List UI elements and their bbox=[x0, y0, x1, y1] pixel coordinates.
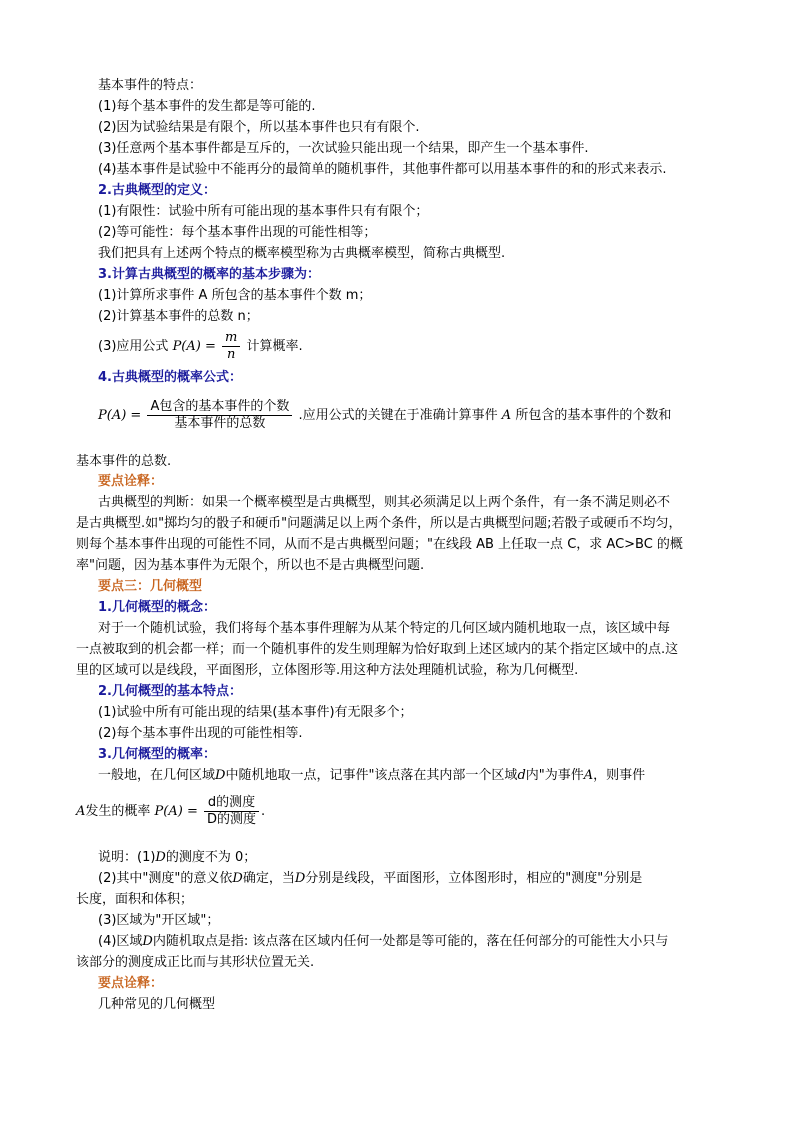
text-run: (4)区域 bbox=[98, 934, 143, 949]
fraction-numerator: m bbox=[222, 330, 240, 347]
text-line: (2)等可能性：每个基本事件出现的可能性相等； bbox=[98, 225, 377, 240]
section-heading: 3.计算古典概型的概率的基本步骤为： bbox=[98, 267, 320, 282]
variable: D bbox=[142, 934, 153, 949]
variable: A bbox=[76, 804, 86, 819]
paragraph-line: 对于一个随机试验，我们将每个基本事件理解为从某个特定的几何区域内随机地取一点，该区域中每 bbox=[98, 621, 671, 636]
text-run: 的测度不为 0； bbox=[165, 850, 257, 865]
section-heading: 1.几何概型的概念： bbox=[98, 600, 216, 615]
paragraph-line: 率"问题，因为基本事件为无限个，所以也不是古典概型问题. bbox=[76, 558, 425, 573]
section-heading: 3.几何概型的概率： bbox=[98, 747, 216, 762]
text-line: (3)区域为"开区域"； bbox=[98, 913, 220, 928]
text-run: 中随机地取一点，记事件"该点落在其内部一个区域 bbox=[225, 768, 518, 783]
text-line bbox=[98, 869, 642, 889]
fraction bbox=[222, 330, 240, 363]
text-run: ，则事件 bbox=[593, 768, 646, 783]
formula-text: 发生的概率 bbox=[85, 804, 151, 819]
variable: D bbox=[155, 850, 166, 865]
fraction bbox=[204, 795, 259, 828]
fraction-denominator: 基本事件的总数 bbox=[174, 416, 266, 431]
variable: d bbox=[517, 768, 526, 783]
formula-lhs: P(A) = bbox=[154, 804, 198, 819]
formula-lhs: P(A) = bbox=[172, 339, 216, 354]
formula-text: . bbox=[261, 804, 266, 819]
text-line: 长度，面积和体积； bbox=[76, 892, 194, 907]
text-line: (3)任意两个基本事件都是互斥的，一次试验只能出现一个结果，即产生一个基本事件. bbox=[98, 141, 589, 156]
text-line: (1)每个基本事件的发生都是等可能的. bbox=[98, 99, 316, 114]
fraction bbox=[147, 399, 292, 432]
text-run: 一般地，在几何区域 bbox=[98, 768, 216, 783]
text-line: (1)试验中所有可能出现的结果(基本事件)有无限多个； bbox=[98, 705, 413, 720]
variable: D bbox=[294, 871, 306, 886]
text-line: 基本事件的特点： bbox=[98, 78, 203, 93]
formula-text: (3)应用公式 bbox=[98, 339, 169, 354]
key-point-label: 要点诠释： bbox=[98, 474, 164, 489]
formula-lhs: P(A) = bbox=[98, 408, 142, 423]
paragraph-line: 古典概型的判断：如果一个概率模型是古典概型，则其必须满足以上两个条件，有一条不满足则必不 bbox=[98, 495, 671, 510]
text-line: 该部分的测度成正比而与其形状位置无关. bbox=[76, 955, 315, 970]
text-line: (2)因为试验结果是有限个，所以基本事件也只有有限个. bbox=[98, 120, 420, 135]
fraction-denominator: D的测度 bbox=[207, 812, 257, 827]
formula-text: 计算概率. bbox=[246, 339, 303, 354]
text-line: (1)计算所求事件 A 所包含的基本事件个数 m； bbox=[98, 288, 372, 303]
section-heading: 2.几何概型的基本特点： bbox=[98, 684, 242, 699]
text-run: (2)其中"测度"的意义依 bbox=[98, 871, 233, 886]
fraction-numerator: A包含的基本事件的个数 bbox=[147, 399, 292, 416]
formula-text: 所包含的基本事件的个数和 bbox=[515, 408, 672, 423]
formula-line bbox=[76, 792, 265, 832]
variable: D bbox=[232, 871, 243, 886]
text-run: 内随机取点是指: 该点落在区域内任何一处都是等可能的，落在任何部分的可能性大小只与 bbox=[152, 934, 669, 949]
section-heading: 4.古典概型的概率公式： bbox=[98, 370, 242, 385]
formula-line bbox=[98, 396, 671, 436]
formula-text: .应用公式的关键在于准确计算事件 bbox=[298, 408, 498, 423]
text-run: 说明：(1) bbox=[98, 850, 156, 865]
text-run: 确定，当 bbox=[242, 871, 295, 886]
text-line: (2)每个基本事件出现的可能性相等. bbox=[98, 726, 303, 741]
text-line: (2)计算基本事件的总数 n； bbox=[98, 309, 259, 324]
paragraph-line: 一点被取到的机会都一样；而一个随机事件的发生则理解为恰好取到上述区域内的某个指定区域中的点.这 bbox=[76, 642, 679, 657]
key-point-label: 要点诠释： bbox=[98, 976, 164, 991]
text-line: (4)基本事件是试验中不能再分的最简单的随机事件，其他事件都可以用基本事件的和的形式来表示. bbox=[98, 162, 667, 177]
paragraph-line bbox=[98, 766, 645, 786]
variable: D bbox=[215, 768, 226, 783]
text-line: 基本事件的总数. bbox=[76, 454, 172, 469]
fraction-numerator: d的测度 bbox=[204, 795, 259, 812]
text-run: 分别是线段，平面图形，立体图形时，相应的"测度"分别是 bbox=[305, 871, 643, 886]
variable: A bbox=[583, 768, 594, 783]
variable: A bbox=[501, 408, 512, 423]
text-run: 内"为事件 bbox=[525, 768, 584, 783]
section-title: 要点三：几何概型 bbox=[98, 579, 203, 594]
text-line: (1)有限性：试验中所有可能出现的基本事件只有有限个； bbox=[98, 204, 429, 219]
text-line bbox=[98, 932, 668, 952]
text-line: 我们把具有上述两个特点的概率模型称为古典概率模型，简称古典概型. bbox=[98, 246, 506, 261]
formula-line bbox=[98, 330, 303, 363]
paragraph-line: 里的区域可以是线段，平面图形，立体图形等.用这种方法处理随机试验，称为几何概型. bbox=[76, 663, 579, 678]
paragraph-line: 是古典概型.如"掷均匀的骰子和硬币"问题满足以上两个条件，所以是古典概型问题;若骰子或硬币不均匀， bbox=[76, 516, 682, 531]
paragraph-line: 则每个基本事件出现的可能性不同，从而不是古典概型问题；"在线段 AB 上任取一点 C，求 AC>BC 的概 bbox=[76, 537, 683, 552]
text-line bbox=[98, 848, 256, 868]
text-line: 几种常见的几何概型 bbox=[98, 997, 216, 1012]
fraction-denominator: n bbox=[226, 347, 236, 362]
section-heading: 2.古典概型的定义： bbox=[98, 183, 216, 198]
